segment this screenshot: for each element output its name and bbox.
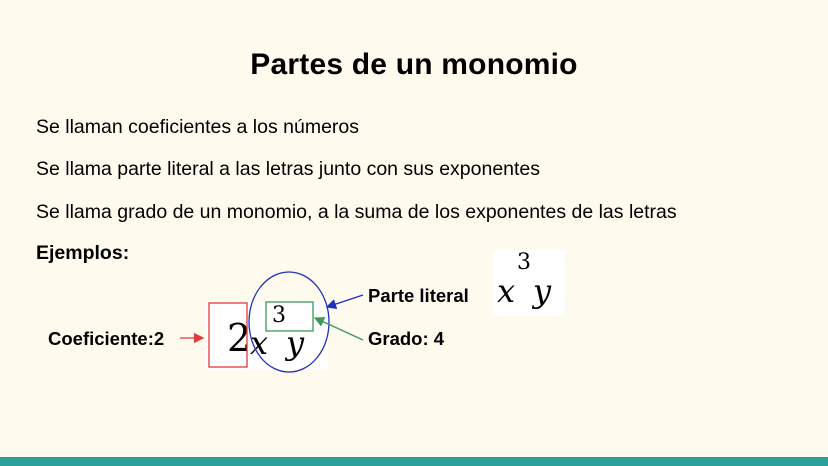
grado-label: Grado: 4 xyxy=(368,328,445,349)
example-variable-y: y xyxy=(286,324,305,362)
literal-exponent: 3 xyxy=(517,250,531,275)
example-variable-x: x xyxy=(250,324,269,362)
parte-literal-arrow xyxy=(327,295,363,307)
definition-coeficientes: Se llaman coeficientes a los números xyxy=(36,116,359,138)
example-coefficient: 2 xyxy=(227,316,252,360)
literal-variable-y: y xyxy=(533,272,552,310)
example-monomial xyxy=(206,302,328,370)
coeficiente-label: Coeficiente:2 xyxy=(48,328,165,349)
examples-heading: Ejemplos: xyxy=(36,242,130,264)
literal-part-expression xyxy=(493,250,565,316)
slide-title: Partes de un monomio xyxy=(250,48,578,81)
definition-grado: Se llama grado de un monomio, a la suma de los exponentes de las letras xyxy=(36,201,677,223)
definition-parte-literal: Se llama parte literal a las letras junto con sus exponentes xyxy=(36,158,541,180)
parte-literal-label: Parte literal xyxy=(368,285,469,306)
footer-bar xyxy=(0,457,828,466)
literal-variable-x: x xyxy=(497,272,516,310)
example-exponent: 3 xyxy=(272,303,286,328)
